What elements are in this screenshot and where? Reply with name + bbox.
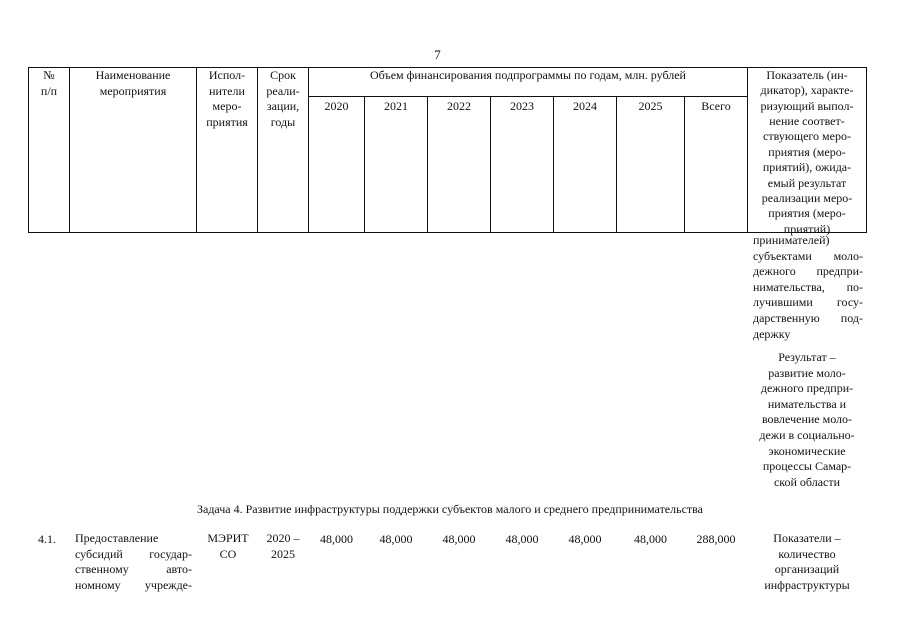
header-term: Срок реали- зации, годы: [266, 68, 300, 129]
header-number: № п/п: [40, 68, 58, 98]
row-executor: МЭРИТ СО: [207, 531, 249, 561]
row-term: 2020 – 2025: [266, 531, 300, 561]
result-text: Результат – развитие моло- дежного предпри- нимательства и вовлечение моло- дежи в социально- экономические процессы Самар- ской области: [759, 350, 855, 489]
task-title: Задача 4. Развитие инфраструктуры поддержки субъектов малого и среднего предпринимательства: [196, 502, 703, 516]
row-name-line: Предоставление: [75, 531, 159, 545]
row-name-line: номному учрежде-: [75, 577, 192, 592]
header-year-2021: 2021: [384, 99, 408, 113]
row-value-2025: 48,000: [634, 532, 667, 546]
indicator-continuation: [753, 233, 863, 342]
continuation-line: нимательства, по-: [753, 279, 863, 294]
continuation-line: дежного предпри-: [753, 264, 863, 279]
row-name: [75, 531, 192, 593]
row-name-line: субсидий государ-: [75, 546, 192, 561]
header-year-2024: 2024: [573, 99, 597, 113]
row-indicator: Показатели – количество организаций инфраструктуры: [764, 531, 850, 592]
header-funding: Объем финансирования подпрограммы по годам, млн. рублей: [370, 68, 686, 82]
continuation-line: дарственную под-: [753, 310, 863, 325]
page-number: 7: [434, 47, 441, 62]
continuation-line: субъектами моло-: [753, 248, 863, 263]
header-indicator: Показатель (ин- дикатор), характе- ризующий выпол- нение соответ- ствующего меро- приятия (меро- приятий), ожида- емый результат реализации меро- приятия (меро- приятий): [760, 68, 854, 236]
row-value-2022: 48,000: [442, 532, 476, 546]
continuation-line: лучившими госу-: [753, 295, 863, 310]
header-executor: Испол- нители меро- приятия: [206, 68, 248, 129]
row-value-total: 288,000: [696, 532, 736, 546]
row-value-2023: 48,000: [505, 532, 539, 546]
row-name-line: ственному авто-: [75, 562, 192, 577]
row-value-2024: 48,000: [568, 532, 602, 546]
header-name: Наименование мероприятия: [95, 68, 171, 98]
header-year-2023: 2023: [510, 99, 534, 113]
header-year-2022: 2022: [447, 99, 471, 113]
header-year-2025: 2025: [638, 99, 663, 113]
continuation-line: держку: [753, 326, 791, 341]
header-year-total: Всего: [701, 99, 731, 113]
row-value-2021: 48,000: [379, 532, 413, 546]
row-value-2020: 48,000: [320, 532, 353, 546]
continuation-line: принимателей): [753, 233, 830, 247]
header-year-2020: 2020: [324, 99, 349, 113]
row-number: 4.1.: [38, 532, 56, 546]
